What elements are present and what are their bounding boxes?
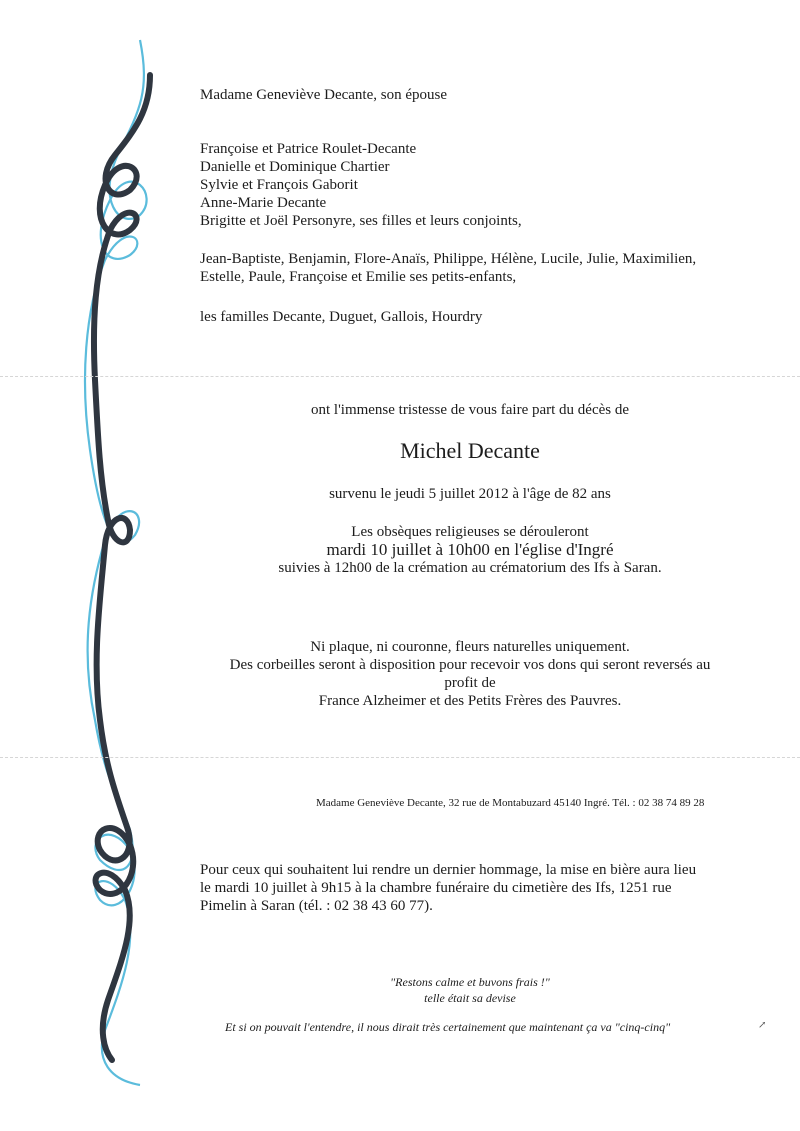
deceased-name: Michel Decante	[400, 438, 540, 463]
donation-line: France Alzheimer et des Petits Frères des Pauvres.	[318, 693, 622, 709]
list-item: Danielle et Dominique Chartier	[200, 159, 390, 175]
donation-line: profit de	[444, 675, 496, 691]
list-item: Françoise et Patrice Roulet-Decante	[200, 141, 417, 157]
homage-info	[200, 861, 696, 915]
list-item: Jean-Baptiste, Benjamin, Flore-Anaïs, Philippe, Hélène, Lucile, Julie, Maximilien,	[200, 251, 697, 267]
motto-caption: telle était sa devise	[424, 991, 516, 1005]
homage-line: Pour ceux qui souhaitent lui rendre un dernier hommage, la mise en bière aura lieu	[200, 862, 697, 878]
funeral-line: Les obsèques religieuses se dérouleront	[351, 524, 589, 540]
fold-line	[0, 757, 800, 758]
list-item: Anne-Marie Decante	[200, 195, 327, 211]
fold-line	[0, 376, 800, 377]
contact-address: Madame Geneviève Decante, 32 rue de Montabuzard 45140 Ingré. Tél. : 02 38 74 89 28	[316, 797, 705, 809]
list-item: Sylvie et François Gaborit	[200, 177, 358, 193]
announcement: ont l'immense tristesse de vous faire part du décès de	[310, 402, 630, 418]
motto	[190, 974, 750, 1006]
families-line: les familles Decante, Duguet, Gallois, Hourdry	[200, 309, 483, 325]
death-info: survenu le jeudi 5 juillet 2012 à l'âge de 82 ans	[329, 486, 611, 502]
closing-line: Et si on pouvait l'entendre, il nous dirait très certainement que maintenant ça va "cinq-cinq"	[225, 1020, 671, 1034]
donation-line: Ni plaque, ni couronne, fleurs naturelles uniquement.	[310, 639, 630, 655]
ribbon-dark-strand	[94, 75, 150, 1060]
donations-info	[190, 638, 750, 710]
children-list	[200, 140, 522, 230]
motto-quote: "Restons calme et buvons frais !"	[390, 975, 550, 989]
homage-line: Pimelin à Saran (tél. : 02 38 43 60 77).	[200, 898, 433, 914]
funeral-line: mardi 10 juillet à 10h00 en l'église d'Ingré	[326, 540, 614, 559]
decorative-ribbon-icon	[0, 0, 200, 1131]
funeral-line: suivies à 12h00 de la crémation au crématorium des Ifs à Saran.	[278, 560, 662, 576]
list-item: Estelle, Paule, Françoise et Emilie ses petits-enfants,	[200, 269, 517, 285]
donation-line: Des corbeilles seront à disposition pour recevoir vos dons qui seront reversés au	[229, 657, 711, 673]
funeral-info	[190, 523, 750, 577]
spouse-line: Madame Geneviève Decante, son épouse	[200, 87, 447, 103]
scan-mark-icon: ↗	[758, 1020, 767, 1031]
list-item: Brigitte et Joël Personyre, ses filles et leurs conjoints,	[200, 213, 522, 229]
grandchildren-list	[200, 250, 696, 286]
homage-line: le mardi 10 juillet à 9h15 à la chambre funéraire du cimetière des Ifs, 1251 rue	[200, 880, 672, 896]
